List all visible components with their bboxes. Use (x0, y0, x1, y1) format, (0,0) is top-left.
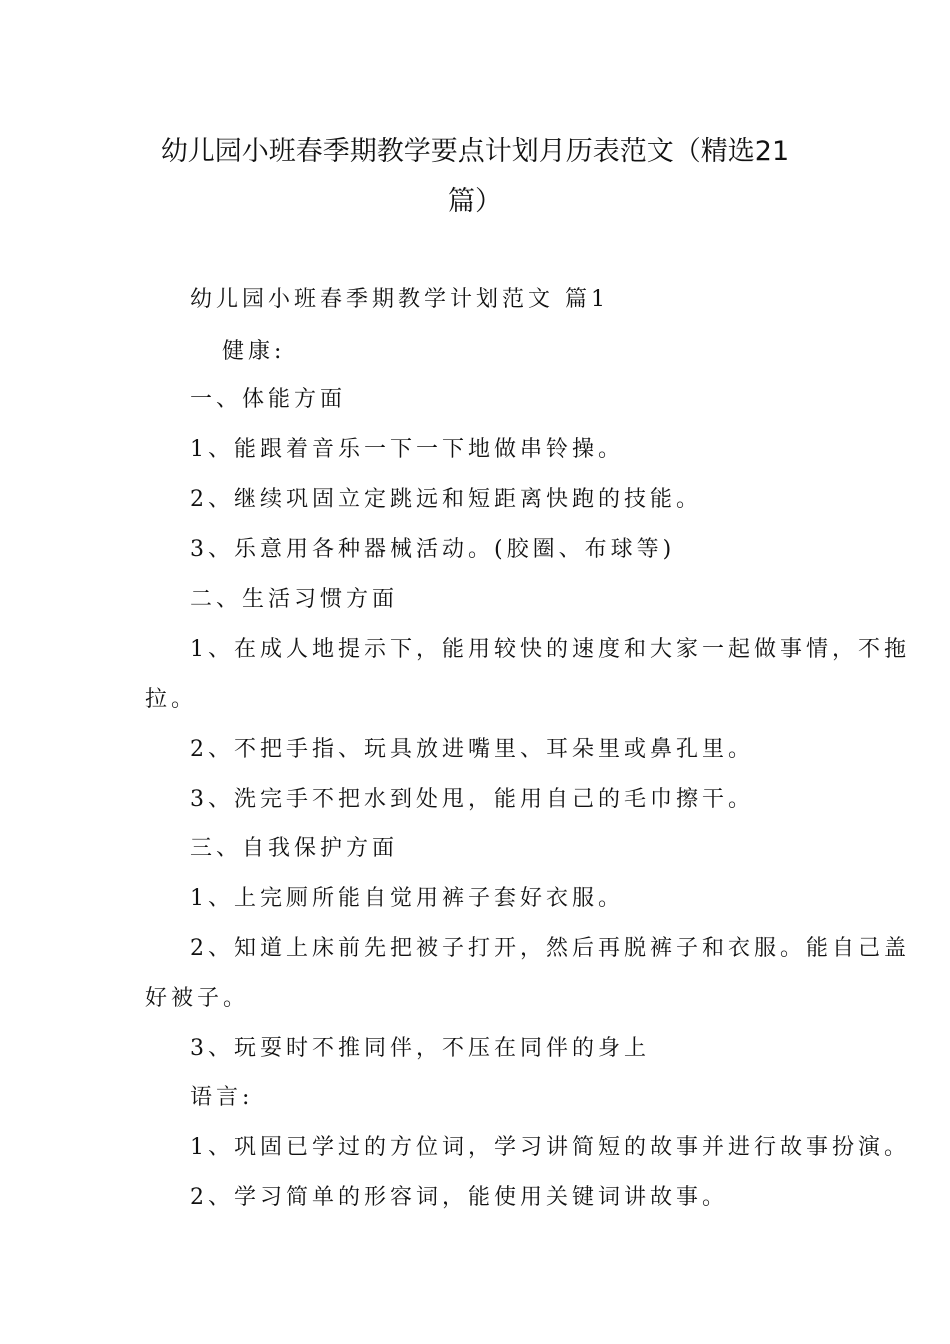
paragraph-line: 三、自我保护方面 (190, 836, 399, 861)
paragraph-line: 3、玩耍时不推同伴，不压在同伴的身上 (190, 1036, 650, 1061)
title-line-2: 篇） (448, 186, 502, 217)
paragraph-line: 3、乐意用各种器械活动。(胶圈、布球等) (190, 537, 676, 562)
paragraph-line: 拉。 (145, 687, 198, 712)
paragraph-line: 一、体能方面 (190, 387, 347, 412)
paragraph-line: 语言: (190, 1085, 254, 1110)
paragraph-line: 2、不把手指、玩具放进嘴里、耳朵里或鼻孔里。 (190, 737, 754, 762)
document-title (145, 127, 805, 227)
paragraph-line: 1、巩固已学过的方位词，学习讲简短的故事并进行故事扮演。 (190, 1135, 910, 1160)
paragraph-line: 二、生活习惯方面 (190, 587, 399, 612)
paragraph-line: 2、继续巩固立定跳远和短距离快跑的技能。 (190, 487, 702, 512)
paragraph-line: 1、上完厕所能自觉用裤子套好衣服。 (190, 886, 624, 911)
paragraph-line: 1、能跟着音乐一下一下地做串铃操。 (190, 437, 624, 462)
paragraph-line: 2、学习简单的形容词，能使用关键词讲故事。 (190, 1185, 728, 1210)
paragraph-line: 3、洗完手不把水到处甩，能用自己的毛巾擦干。 (190, 787, 754, 812)
paragraph-line: 2、知道上床前先把被子打开，然后再脱裤子和衣服。能自己盖 (190, 936, 910, 961)
section-heading: 幼儿园小班春季期教学计划范文 篇1 (190, 287, 609, 312)
paragraph-line: 好被子。 (145, 986, 250, 1011)
title-line-1: 幼儿园小班春季期教学要点计划月历表范文（精选21 (160, 136, 790, 167)
paragraph-line: 1、在成人地提示下，能用较快的速度和大家一起做事情，不拖 (190, 637, 910, 662)
paragraph-line: 健康: (222, 339, 286, 364)
